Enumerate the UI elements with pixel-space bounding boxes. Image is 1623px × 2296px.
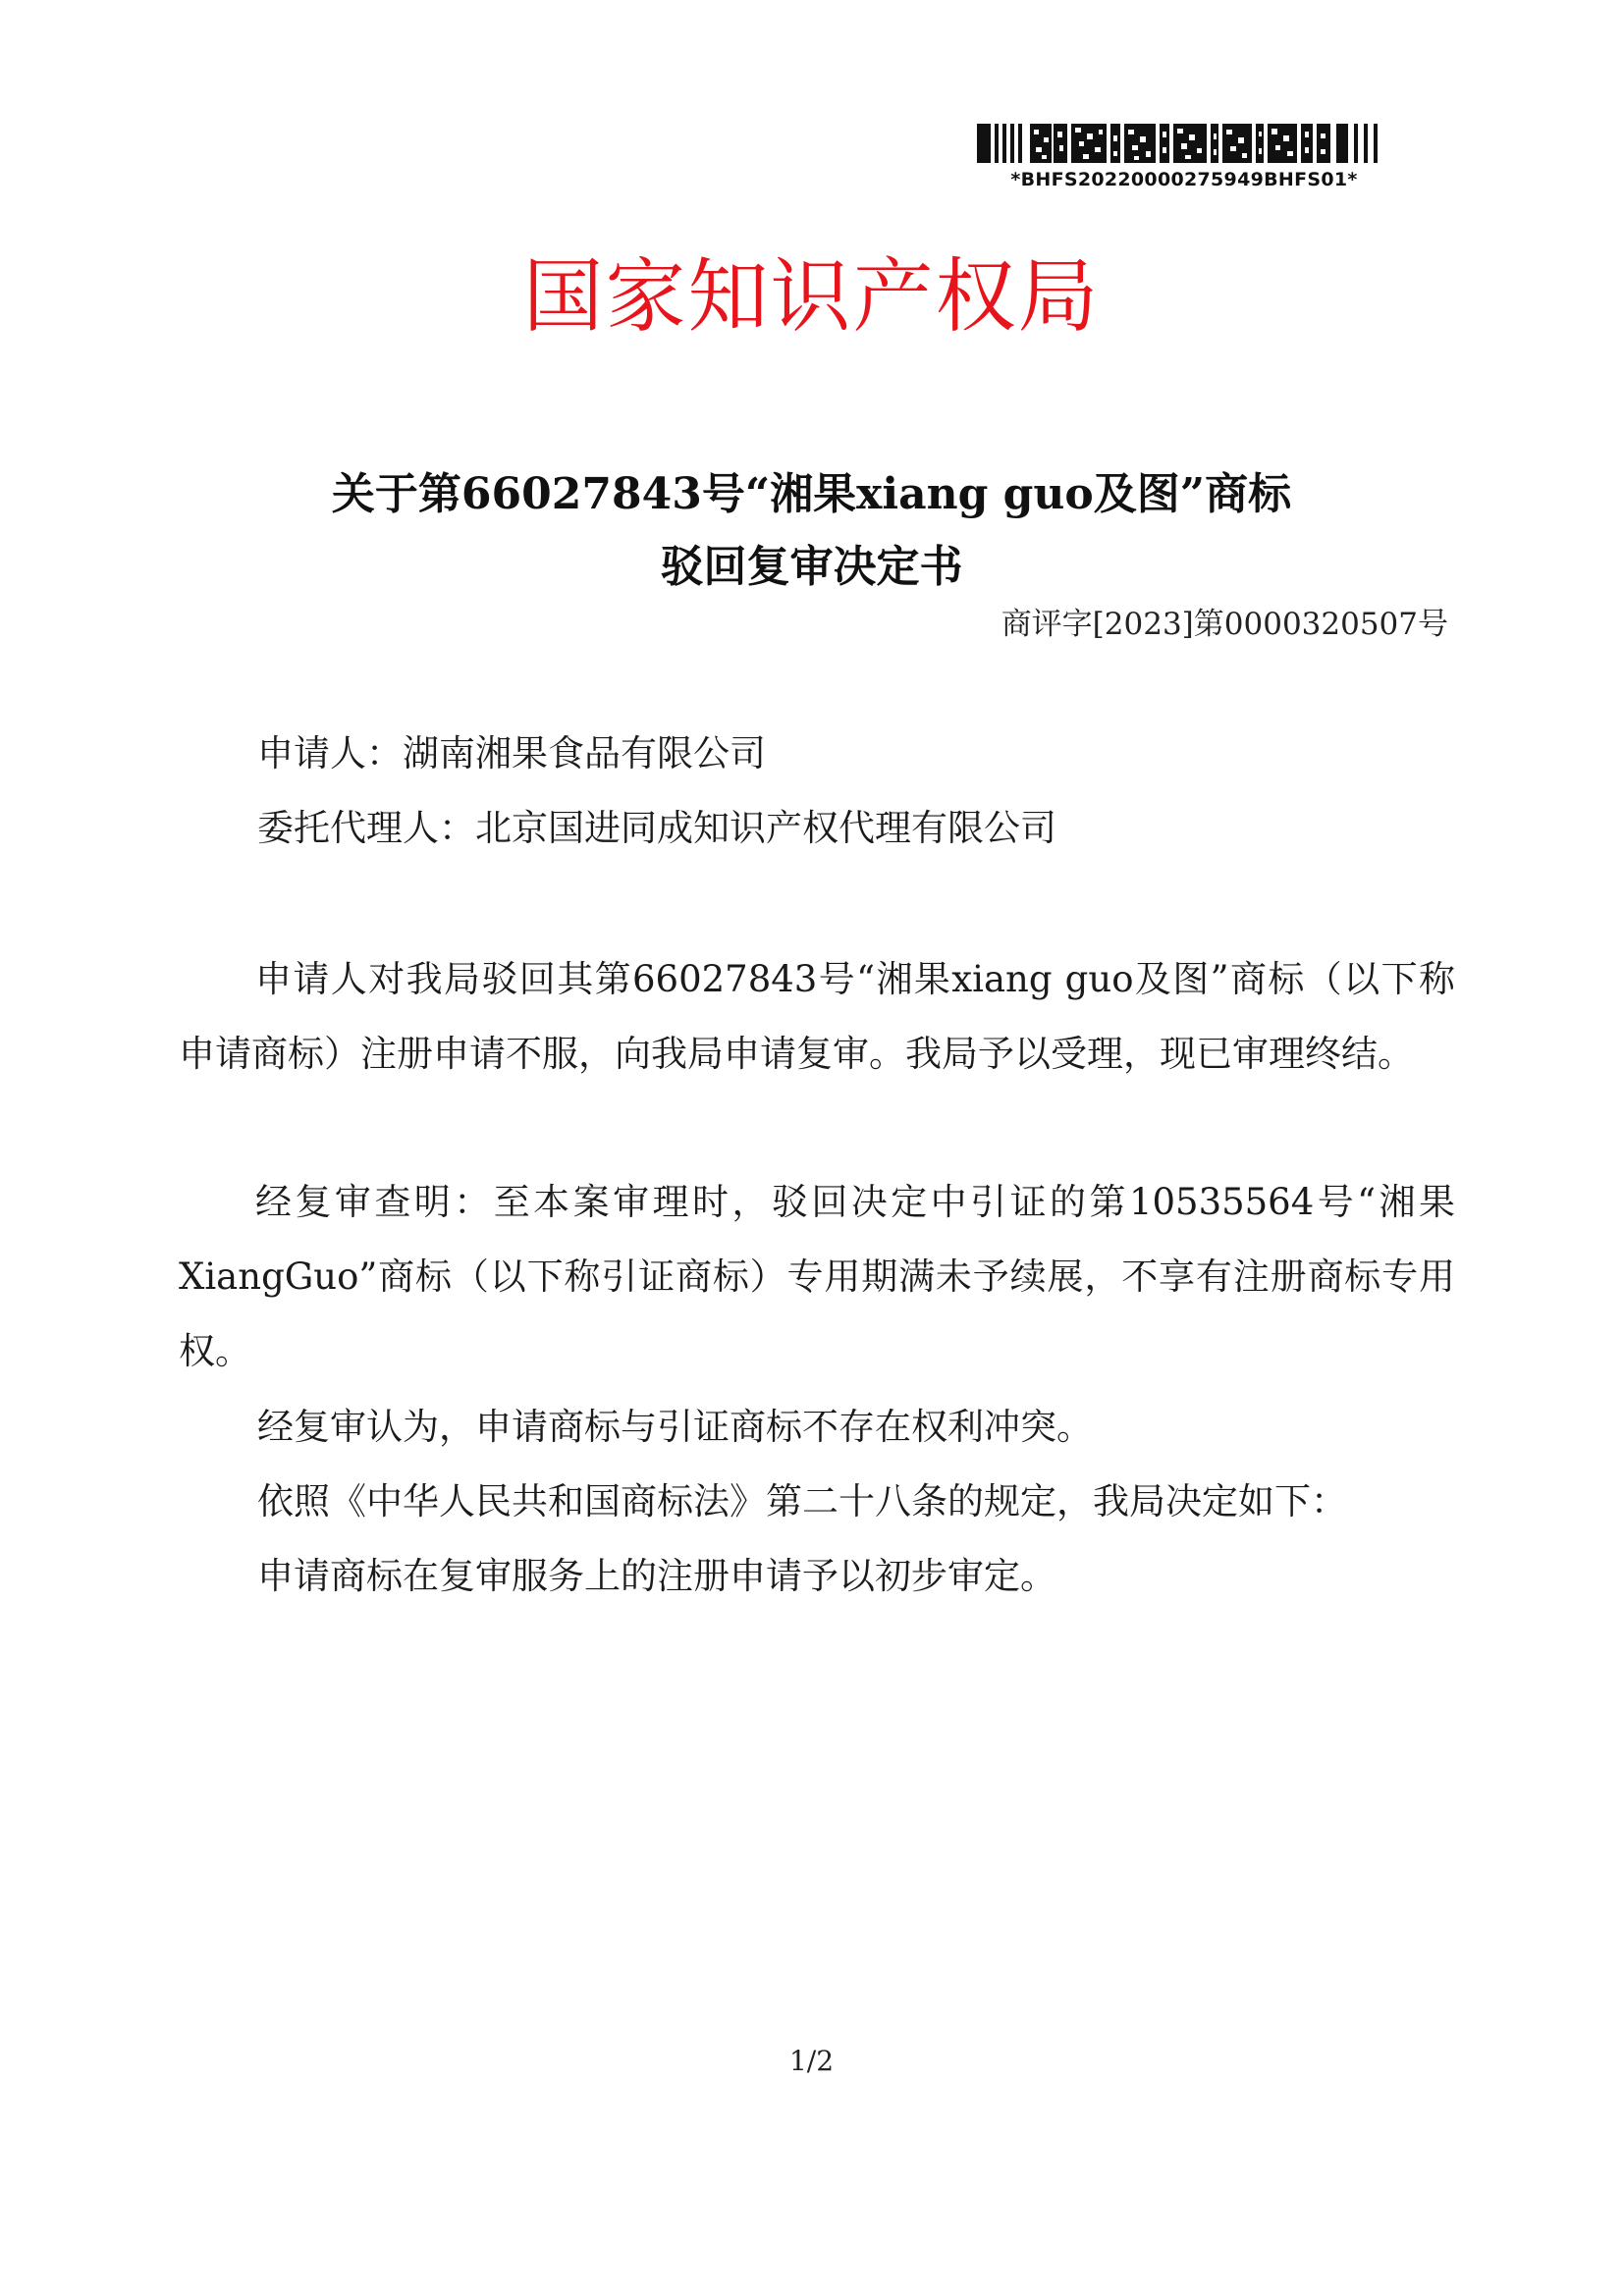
barcode-image xyxy=(977,122,1383,165)
paragraph-5: 申请商标在复审服务上的注册申请予以初步审定。 xyxy=(257,1555,1056,1597)
agency-name: 国家知识产权局 xyxy=(522,250,1101,344)
applicant-line: 申请人：湖南湘果食品有限公司 xyxy=(257,732,766,774)
barcode xyxy=(977,122,1389,190)
paragraph-1: 申请人对我局驳回其第66027843号“湘果xiang guo及图”商标（以下称申请商标）注册申请不服，向我局申请复审。我局予以受理，现已审理终结。 xyxy=(179,958,1455,1075)
document-title-line-2: 驳回复审决定书 xyxy=(660,542,963,592)
barcode-number: *BHFS20220000275949BHFS01* xyxy=(1010,169,1358,190)
document-number: 商评字[2023]第0000320507号 xyxy=(1001,607,1448,642)
paragraph-4: 依照《中华人民共和国商标法》第二十八条的规定，我局决定如下： xyxy=(257,1480,1347,1522)
page-number: 1/2 xyxy=(788,2045,835,2077)
paragraph-2: 经复审查明：至本案审理时，驳回决定中引证的第10535564号“湘果XiangGuo”商标（以下称引证商标）专用期满未予续展，不享有注册商标专用权。 xyxy=(179,1181,1455,1372)
paragraph-3: 经复审认为，申请商标与引证商标不存在权利冲突。 xyxy=(257,1406,1093,1448)
agent-line: 委托代理人：北京国进同成知识产权代理有限公司 xyxy=(257,807,1056,849)
document-title-line-1: 关于第66027843号“湘果xiang guo及图”商标 xyxy=(331,469,1292,519)
